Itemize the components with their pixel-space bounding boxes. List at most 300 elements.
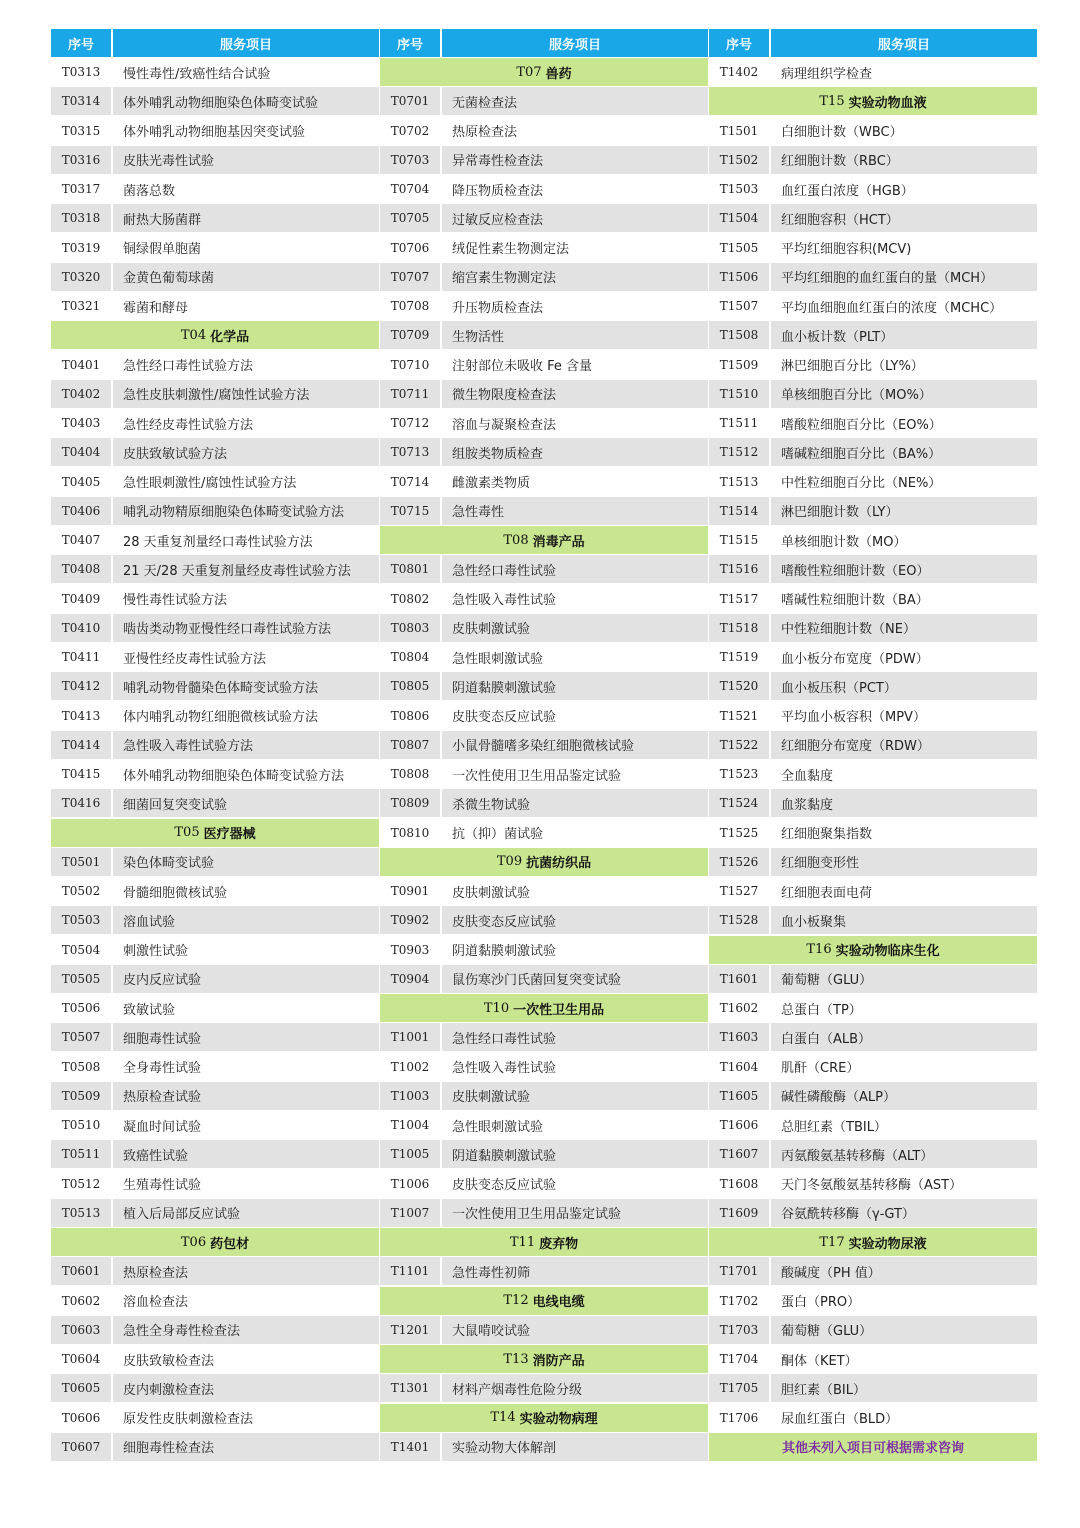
item-code: T1502 bbox=[709, 146, 769, 174]
item-code: T0313 bbox=[51, 58, 111, 86]
item-name: 血小板分布宽度（PDW） bbox=[771, 643, 1037, 671]
table-row bbox=[709, 321, 1037, 349]
item-name: 无菌检查法 bbox=[442, 87, 708, 115]
table-row bbox=[709, 263, 1037, 291]
item-name: 溶血检查法 bbox=[113, 1287, 379, 1315]
item-name: 嗜碱性粒细胞计数（BA） bbox=[771, 585, 1037, 613]
section-code: T09 bbox=[496, 854, 523, 870]
item-code: T1001 bbox=[380, 1023, 440, 1051]
table-row bbox=[51, 526, 379, 554]
item-name: 慢性毒性/致癌性结合试验 bbox=[113, 58, 379, 86]
item-name: 嗜酸粒细胞百分比（EO%） bbox=[771, 409, 1037, 437]
table-row bbox=[709, 1257, 1037, 1285]
table-row bbox=[380, 672, 708, 700]
item-name: 细胞毒性检查法 bbox=[113, 1433, 379, 1461]
item-name: 原发性皮肤刺激检查法 bbox=[113, 1404, 379, 1432]
item-code: T1512 bbox=[709, 438, 769, 466]
header-code: 序号 bbox=[51, 29, 111, 57]
item-name: 菌落总数 bbox=[113, 175, 379, 203]
item-code: T0705 bbox=[380, 204, 440, 232]
item-name: 热原检查法 bbox=[113, 1257, 379, 1285]
item-name: 白蛋白（ALB） bbox=[771, 1023, 1037, 1051]
table-row bbox=[51, 1433, 379, 1461]
table-row bbox=[51, 409, 379, 437]
table-row bbox=[380, 87, 708, 115]
table-row bbox=[51, 1316, 379, 1344]
item-name: 骨髓细胞微核试验 bbox=[113, 877, 379, 905]
section-code: T07 bbox=[516, 64, 542, 80]
item-code: T1605 bbox=[709, 1082, 769, 1110]
section-title: 废弃物 bbox=[539, 1236, 579, 1252]
item-code: T0810 bbox=[380, 819, 440, 847]
item-name: 染色体畸变试验 bbox=[113, 848, 379, 876]
item-name: 急性吸入毒性试验 bbox=[442, 1053, 708, 1081]
item-name: 急性经口毒性试验方法 bbox=[113, 351, 379, 379]
item-code: T1003 bbox=[380, 1082, 440, 1110]
item-code: T1101 bbox=[380, 1257, 440, 1285]
item-name: 热原检查法 bbox=[442, 117, 708, 145]
table-row bbox=[709, 409, 1037, 437]
table-row bbox=[51, 1140, 379, 1168]
item-code: T1507 bbox=[709, 292, 769, 320]
item-name: 急性吸入毒性试验 bbox=[442, 585, 708, 613]
item-name: 溶血试验 bbox=[113, 906, 379, 934]
item-name: 急性经口毒性试验 bbox=[442, 555, 708, 583]
section-title: 消防产品 bbox=[532, 1353, 585, 1369]
item-name: 血红蛋白浓度（HGB） bbox=[771, 175, 1037, 203]
item-name: 体外哺乳动物细胞染色体畸变试验方法 bbox=[113, 760, 379, 788]
item-code: T1401 bbox=[380, 1433, 440, 1461]
item-name: 丙氨酸氨基转移酶（ALT） bbox=[771, 1140, 1037, 1168]
item-code: T1523 bbox=[709, 760, 769, 788]
table-row bbox=[709, 292, 1037, 320]
item-name: 致敏试验 bbox=[113, 994, 379, 1022]
table-row bbox=[51, 1404, 379, 1432]
item-name: 21 天/28 天重复剂量经皮毒性试验方法 bbox=[113, 555, 379, 583]
table-row bbox=[51, 1345, 379, 1373]
item-code: T1510 bbox=[709, 380, 769, 408]
section-title: 电线电缆 bbox=[532, 1295, 585, 1310]
item-name: 组胺类物质检查 bbox=[442, 438, 708, 466]
table-row bbox=[709, 789, 1037, 817]
item-name: 体内哺乳动物红细胞微核试验方法 bbox=[113, 702, 379, 730]
table-row bbox=[51, 702, 379, 730]
table-row bbox=[709, 760, 1037, 788]
item-name: 啮齿类动物亚慢性经口毒性试验方法 bbox=[113, 614, 379, 642]
table-row bbox=[709, 1082, 1037, 1110]
table-row bbox=[51, 760, 379, 788]
item-name: 雌激素类物质 bbox=[442, 468, 708, 496]
table-row bbox=[380, 702, 708, 730]
table-row bbox=[709, 1404, 1037, 1432]
table-row bbox=[51, 204, 379, 232]
item-code: T0803 bbox=[380, 614, 440, 642]
item-name: 皮肤致敏检查法 bbox=[113, 1345, 379, 1373]
item-code: T0405 bbox=[51, 468, 111, 496]
item-code: T0708 bbox=[380, 292, 440, 320]
item-code: T0406 bbox=[51, 497, 111, 525]
section-title: 实验动物尿液 bbox=[848, 1236, 927, 1252]
section-title: 化学品 bbox=[210, 329, 250, 345]
item-code: T0604 bbox=[51, 1345, 111, 1373]
item-code: T0603 bbox=[51, 1316, 111, 1344]
item-name: 淋巴细胞百分比（LY%） bbox=[771, 351, 1037, 379]
item-name: 血小板压积（PCT） bbox=[771, 672, 1037, 700]
item-code: T0901 bbox=[380, 877, 440, 905]
item-name: 平均血细胞血红蛋白的浓度（MCHC） bbox=[771, 292, 1037, 320]
item-code: T1505 bbox=[709, 234, 769, 262]
table-row bbox=[709, 1170, 1037, 1198]
item-name: 红细胞分布宽度（RDW） bbox=[771, 731, 1037, 759]
table-row bbox=[709, 994, 1037, 1022]
item-code: T0404 bbox=[51, 438, 111, 466]
item-name: 葡萄糖（GLU） bbox=[771, 1316, 1037, 1344]
consultation-note: 其他未列入项目可根据需求咨询 bbox=[709, 1433, 1037, 1461]
item-code: T0607 bbox=[51, 1433, 111, 1461]
item-name: 嗜酸性粒细胞计数（EO） bbox=[771, 555, 1037, 583]
table-row bbox=[51, 1053, 379, 1081]
table-row bbox=[380, 468, 708, 496]
table-row bbox=[51, 1082, 379, 1110]
section-header bbox=[709, 87, 1037, 115]
section-header bbox=[380, 848, 708, 876]
table-row bbox=[51, 58, 379, 86]
table-row bbox=[380, 936, 708, 964]
table-row bbox=[51, 1023, 379, 1051]
item-code: T0415 bbox=[51, 760, 111, 788]
item-name: 阴道黏膜刺激试验 bbox=[442, 936, 708, 964]
item-code: T0413 bbox=[51, 702, 111, 730]
item-code: T0804 bbox=[380, 643, 440, 671]
item-code: T0513 bbox=[51, 1199, 111, 1227]
item-code: T1604 bbox=[709, 1053, 769, 1081]
item-name: 生物活性 bbox=[442, 321, 708, 349]
item-name: 急性眼刺激试验 bbox=[442, 1111, 708, 1139]
item-code: T0808 bbox=[380, 760, 440, 788]
table-row bbox=[709, 380, 1037, 408]
item-code: T0711 bbox=[380, 380, 440, 408]
section-header bbox=[380, 994, 708, 1022]
item-code: T1702 bbox=[709, 1287, 769, 1315]
section-header bbox=[380, 1404, 708, 1432]
item-name: 材料产烟毒性危险分级 bbox=[442, 1374, 708, 1402]
table-row bbox=[51, 906, 379, 934]
item-name: 皮肤刺激试验 bbox=[442, 614, 708, 642]
item-code: T0412 bbox=[51, 672, 111, 700]
item-code: T0903 bbox=[380, 936, 440, 964]
table-row bbox=[709, 1053, 1037, 1081]
item-name: 皮肤刺激试验 bbox=[442, 877, 708, 905]
section-code: T14 bbox=[490, 1410, 516, 1425]
table-row bbox=[709, 965, 1037, 993]
item-code: T1519 bbox=[709, 643, 769, 671]
item-code: T0902 bbox=[380, 906, 440, 934]
item-name: 微生物限度检查法 bbox=[442, 380, 708, 408]
table-row bbox=[709, 848, 1037, 876]
table-row bbox=[380, 643, 708, 671]
item-code: T0409 bbox=[51, 585, 111, 613]
table-row bbox=[51, 1199, 379, 1227]
item-code: T0318 bbox=[51, 204, 111, 232]
item-name: 耐热大肠菌群 bbox=[113, 204, 379, 232]
item-code: T0606 bbox=[51, 1404, 111, 1432]
table-row bbox=[51, 117, 379, 145]
item-name: 皮肤变态反应试验 bbox=[442, 906, 708, 934]
table-row bbox=[380, 1316, 708, 1344]
section-header bbox=[380, 1287, 708, 1315]
table-row bbox=[51, 585, 379, 613]
item-code: T0706 bbox=[380, 234, 440, 262]
item-name: 降压物质检查法 bbox=[442, 175, 708, 203]
table-row bbox=[380, 292, 708, 320]
section-code: T05 bbox=[174, 825, 200, 840]
section-header bbox=[709, 1228, 1037, 1256]
item-code: T1402 bbox=[709, 58, 769, 86]
item-name: 红细胞计数（RBC） bbox=[771, 146, 1037, 174]
section-code: T04 bbox=[180, 327, 207, 343]
item-name: 刺激性试验 bbox=[113, 936, 379, 964]
item-name: 皮内反应试验 bbox=[113, 965, 379, 993]
table-row bbox=[709, 117, 1037, 145]
table-row bbox=[709, 555, 1037, 583]
item-name: 小鼠骨髓嗜多染红细胞微核试验 bbox=[442, 731, 708, 759]
item-name: 致癌性试验 bbox=[113, 1140, 379, 1168]
table-row bbox=[380, 263, 708, 291]
item-name: 胆红素（BIL） bbox=[771, 1374, 1037, 1402]
item-code: T1515 bbox=[709, 526, 769, 554]
item-code: T1703 bbox=[709, 1316, 769, 1344]
table-row bbox=[380, 965, 708, 993]
table-row bbox=[380, 497, 708, 525]
item-name: 缩宫素生物测定法 bbox=[442, 263, 708, 291]
item-code: T1609 bbox=[709, 1199, 769, 1227]
table-row bbox=[51, 614, 379, 642]
item-name: 中性粒细胞百分比（NE%） bbox=[771, 468, 1037, 496]
item-name: 一次性使用卫生用品鉴定试验 bbox=[442, 760, 708, 788]
table-row bbox=[709, 819, 1037, 847]
item-code: T0315 bbox=[51, 117, 111, 145]
item-name: 升压物质检查法 bbox=[442, 292, 708, 320]
item-name: 实验动物大体解剖 bbox=[442, 1433, 708, 1461]
table-row bbox=[51, 877, 379, 905]
table-row bbox=[709, 526, 1037, 554]
item-code: T1608 bbox=[709, 1170, 769, 1198]
table-row bbox=[380, 321, 708, 349]
section-title: 实验动物病理 bbox=[519, 1412, 598, 1427]
item-name: 急性毒性初筛 bbox=[442, 1257, 708, 1285]
item-code: T1511 bbox=[709, 409, 769, 437]
section-title: 兽药 bbox=[545, 66, 572, 82]
section-header bbox=[380, 1228, 708, 1256]
item-name: 急性经皮毒性试验方法 bbox=[113, 409, 379, 437]
table-row bbox=[380, 380, 708, 408]
item-code: T0314 bbox=[51, 87, 111, 115]
item-name: 红细胞表面电荷 bbox=[771, 877, 1037, 905]
item-code: T0709 bbox=[380, 321, 440, 349]
item-code: T1521 bbox=[709, 702, 769, 730]
item-code: T1503 bbox=[709, 175, 769, 203]
table-row bbox=[51, 263, 379, 291]
item-code: T0802 bbox=[380, 585, 440, 613]
table-row bbox=[51, 146, 379, 174]
item-code: T1501 bbox=[709, 117, 769, 145]
table-row bbox=[51, 555, 379, 583]
table-row bbox=[709, 175, 1037, 203]
section-header bbox=[380, 526, 708, 554]
item-name: 绒促性素生物测定法 bbox=[442, 234, 708, 262]
table-row bbox=[709, 1140, 1037, 1168]
table-row bbox=[380, 1433, 708, 1461]
table-row bbox=[380, 789, 708, 817]
item-code: T1526 bbox=[709, 848, 769, 876]
item-code: T1603 bbox=[709, 1023, 769, 1051]
item-name: 嗜碱粒细胞百分比（BA%） bbox=[771, 438, 1037, 466]
item-code: T1522 bbox=[709, 731, 769, 759]
item-name: 总胆红素（TBIL） bbox=[771, 1111, 1037, 1139]
item-name: 白细胞计数（WBC） bbox=[771, 117, 1037, 145]
item-code: T1528 bbox=[709, 906, 769, 934]
item-name: 大鼠啃咬试验 bbox=[442, 1316, 708, 1344]
item-code: T1601 bbox=[709, 965, 769, 993]
table-row bbox=[380, 877, 708, 905]
table-row bbox=[51, 1111, 379, 1139]
item-code: T1004 bbox=[380, 1111, 440, 1139]
table-row bbox=[709, 702, 1037, 730]
item-name: 酸碱度（PH 值） bbox=[771, 1257, 1037, 1285]
table-row bbox=[709, 146, 1037, 174]
section-header bbox=[51, 321, 379, 349]
table-row bbox=[380, 555, 708, 583]
item-code: T0401 bbox=[51, 351, 111, 379]
table-row bbox=[380, 585, 708, 613]
table-row bbox=[709, 672, 1037, 700]
table-row bbox=[709, 1345, 1037, 1373]
item-code: T0316 bbox=[51, 146, 111, 174]
table-row bbox=[51, 87, 379, 115]
item-code: T0408 bbox=[51, 555, 111, 583]
item-code: T0715 bbox=[380, 497, 440, 525]
table-row bbox=[380, 117, 708, 145]
table-row bbox=[709, 234, 1037, 262]
header-code: 序号 bbox=[380, 29, 440, 57]
table-row bbox=[709, 1374, 1037, 1402]
item-name: 生殖毒性试验 bbox=[113, 1170, 379, 1198]
table-row bbox=[709, 468, 1037, 496]
section-code: T06 bbox=[180, 1234, 207, 1250]
item-code: T1527 bbox=[709, 877, 769, 905]
item-code: T0710 bbox=[380, 351, 440, 379]
item-code: T1301 bbox=[380, 1374, 440, 1402]
item-code: T0605 bbox=[51, 1374, 111, 1402]
header-service-item: 服务项目 bbox=[442, 29, 708, 57]
table-row bbox=[51, 731, 379, 759]
item-name: 平均红细胞容积(MCV) bbox=[771, 234, 1037, 262]
item-code: T0319 bbox=[51, 234, 111, 262]
item-name: 皮肤变态反应试验 bbox=[442, 702, 708, 730]
item-name: 皮肤光毒性试验 bbox=[113, 146, 379, 174]
item-code: T0511 bbox=[51, 1140, 111, 1168]
item-code: T1518 bbox=[709, 614, 769, 642]
item-code: T1514 bbox=[709, 497, 769, 525]
item-code: T0501 bbox=[51, 848, 111, 876]
section-code: T12 bbox=[503, 1293, 529, 1308]
item-code: T1005 bbox=[380, 1140, 440, 1168]
item-name: 体外哺乳动物细胞基因突变试验 bbox=[113, 117, 379, 145]
item-name: 全血黏度 bbox=[771, 760, 1037, 788]
item-code: T1602 bbox=[709, 994, 769, 1022]
table-row bbox=[51, 468, 379, 496]
item-name: 注射部位未吸收 Fe 含量 bbox=[442, 351, 708, 379]
table-row bbox=[51, 965, 379, 993]
table-row bbox=[51, 497, 379, 525]
item-code: T1513 bbox=[709, 468, 769, 496]
item-code: T0601 bbox=[51, 1257, 111, 1285]
table-row bbox=[380, 204, 708, 232]
item-code: T1606 bbox=[709, 1111, 769, 1139]
header-service-item: 服务项目 bbox=[771, 29, 1037, 57]
item-code: T0712 bbox=[380, 409, 440, 437]
section-title: 一次性卫生用品 bbox=[513, 1002, 605, 1018]
table-row bbox=[380, 731, 708, 759]
item-code: T1704 bbox=[709, 1345, 769, 1373]
section-title: 医疗器械 bbox=[203, 827, 256, 842]
section-header bbox=[51, 819, 379, 847]
item-name: 皮肤变态反应试验 bbox=[442, 1170, 708, 1198]
table-row bbox=[51, 1257, 379, 1285]
section-code: T11 bbox=[509, 1234, 536, 1250]
item-code: T1002 bbox=[380, 1053, 440, 1081]
item-name: 中性粒细胞计数（NE） bbox=[771, 614, 1037, 642]
table-row bbox=[380, 1257, 708, 1285]
table-row bbox=[51, 234, 379, 262]
item-name: 热原检查试验 bbox=[113, 1082, 379, 1110]
item-name: 淋巴细胞计数（LY） bbox=[771, 497, 1037, 525]
table-row bbox=[380, 438, 708, 466]
item-name: 病理组织学检查 bbox=[771, 58, 1037, 86]
item-code: T0602 bbox=[51, 1287, 111, 1315]
table-row bbox=[51, 994, 379, 1022]
table-row bbox=[709, 1111, 1037, 1139]
table-row bbox=[51, 380, 379, 408]
item-code: T1201 bbox=[380, 1316, 440, 1344]
item-name: 体外哺乳动物细胞染色体畸变试验 bbox=[113, 87, 379, 115]
item-name: 过敏反应检查法 bbox=[442, 204, 708, 232]
section-title: 药包材 bbox=[210, 1236, 250, 1252]
table-row bbox=[51, 292, 379, 320]
item-name: 杀微生物试验 bbox=[442, 789, 708, 817]
item-code: T0403 bbox=[51, 409, 111, 437]
item-name: 谷氨酰转移酶（γ-GT） bbox=[771, 1199, 1037, 1227]
item-name: 急性吸入毒性试验方法 bbox=[113, 731, 379, 759]
table-row bbox=[380, 760, 708, 788]
table-row bbox=[380, 234, 708, 262]
table-row bbox=[51, 672, 379, 700]
item-code: T0502 bbox=[51, 877, 111, 905]
item-name: 抗（抑）菌试验 bbox=[442, 819, 708, 847]
item-code: T1524 bbox=[709, 789, 769, 817]
header-code: 序号 bbox=[709, 29, 769, 57]
table-row bbox=[709, 906, 1037, 934]
item-name: 蛋白（PRO） bbox=[771, 1287, 1037, 1315]
item-code: T1516 bbox=[709, 555, 769, 583]
item-name: 急性眼刺激性/腐蚀性试验方法 bbox=[113, 468, 379, 496]
table-row bbox=[380, 351, 708, 379]
section-title: 实验动物血液 bbox=[848, 95, 927, 111]
item-code: T0512 bbox=[51, 1170, 111, 1198]
table-row bbox=[380, 1082, 708, 1110]
item-name: 阴道黏膜刺激试验 bbox=[442, 1140, 708, 1168]
item-name: 葡萄糖（GLU） bbox=[771, 965, 1037, 993]
